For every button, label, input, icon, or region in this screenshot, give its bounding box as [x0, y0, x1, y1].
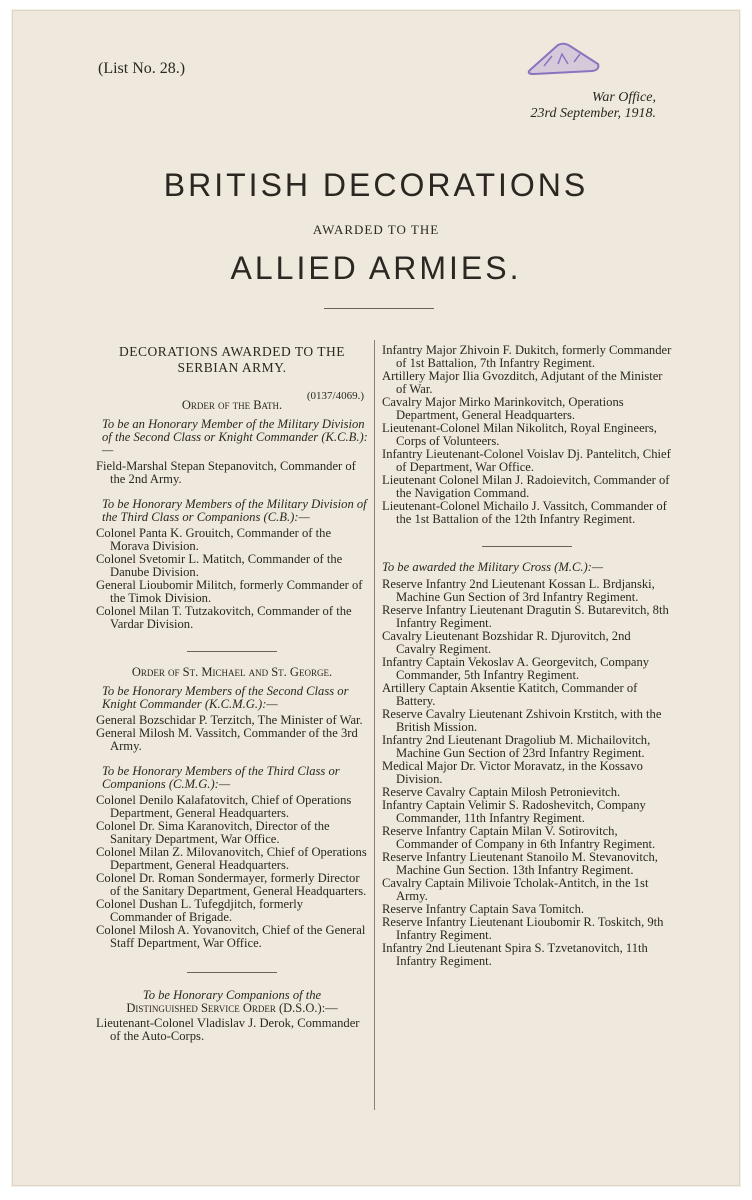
list-item: Infantry Captain Velimir S. Radoshevitch, Company Commander, 11th Infantry Regiment.: [382, 798, 646, 825]
section-rule: [187, 651, 277, 652]
list-item: Reserve Cavalry Captain Milosh Petronievitch.: [382, 785, 621, 799]
mc-intro: To be awarded the Military Cross (M.C.):—: [382, 560, 604, 574]
office-date: [456, 90, 656, 122]
list-item: Infantry 2nd Lieutenant Dragoliub M. Michailovitch, Machine Gun Section of 23rd Infantry Regiment.: [382, 733, 651, 760]
cmg-list: [96, 794, 368, 950]
kcmg-intro: To be Honorary Members of the Second Class or Knight Commander (K.C.M.G.):—: [102, 684, 349, 711]
list-item: Colonel Milan T. Tutzakovitch, Commander of the Vardar Division.: [96, 604, 352, 631]
list-item: Reserve Infantry Captain Sava Tomitch.: [382, 902, 585, 916]
list-item: Colonel Denilo Kalafatovitch, Chief of Operations Department, General Headquarters.: [96, 793, 352, 820]
cmg-intro: To be Honorary Members of the Third Class or Companions (C.M.G.):—: [102, 764, 340, 791]
kcmg-list: [96, 714, 368, 753]
list-item: Cavalry Captain Milivoie Tcholak-Antitch, in the 1st Army.: [382, 876, 649, 903]
list-item: Reserve Infantry Lieutenant Dragutin S. Butarevitch, 8th Infantry Regiment.: [382, 603, 669, 630]
list-item: General Milosh M. Vassitch, Commander of the 3rd Army.: [96, 726, 358, 753]
list-item: Cavalry Major Mirko Marinkovitch, Operations Department, General Headquarters.: [382, 395, 624, 422]
list-item: Colonel Panta K. Grouitch, Commander of the Morava Division.: [96, 526, 332, 553]
list-item: Colonel Milan Z. Milovanovitch, Chief of Operations Department, General Headquarters.: [96, 845, 367, 872]
column-divider: [374, 340, 375, 1110]
list-item: Reserve Infantry Lieutenant Lioubomir R. Toskitch, 9th Infantry Regiment.: [382, 915, 664, 942]
dso-title: Distinguished Service Order (D.S.O.):—: [126, 1001, 338, 1015]
list-item: Medical Major Dr. Victor Moravatz, in the Kossavo Division.: [382, 759, 643, 786]
list-item: Infantry 2nd Lieutenant Spira S. Tzvetanovitch, 11th Infantry Regiment.: [382, 941, 648, 968]
document-page: [12, 10, 740, 1186]
dso-list: [96, 1017, 368, 1043]
order-stmg-title: Order of St. Michael and St. George.: [131, 665, 333, 679]
dso-intro: To be Honorary Companions of the: [142, 988, 322, 1002]
kcb-list: [96, 460, 368, 486]
heading-line: DECORATIONS AWARDED TO THE: [118, 344, 346, 359]
list-item: Lieutenant Colonel Milan J. Radoievitch, Commander of the Navigation Command.: [382, 473, 670, 500]
title-line-1: BRITISH DECORATIONS: [163, 167, 589, 203]
list-item: Lieutenant-Colonel Milan Nikolitch, Royal Engineers, Corps of Volunteers.: [382, 421, 657, 448]
list-number: (List No. 28.): [98, 60, 186, 77]
right-column: [382, 344, 672, 968]
title-line-3: ALLIED ARMIES.: [230, 250, 522, 286]
heading-line: SERBIAN ARMY.: [177, 360, 287, 375]
list-item: Infantry Captain Vekoslav A. Georgevitch, Company Commander, 5th Infantry Regiment.: [382, 655, 650, 682]
list-item: Artillery Captain Aksentie Katitch, Commander of Battery.: [382, 681, 638, 708]
list-item: Lieutenant-Colonel Michailo J. Vassitch, Commander of the 1st Battalion of the 12th Infantry Regiment.: [382, 499, 667, 526]
section-heading: [96, 344, 368, 376]
list-item: Colonel Dr. Sima Karanovitch, Director of the Sanitary Department, War Office.: [96, 819, 330, 846]
mc-list: [382, 578, 672, 968]
left-column: [96, 344, 368, 1043]
order-bath-title: Order of the Bath.: [181, 398, 283, 412]
section-rule: [482, 546, 572, 547]
kcb-intro: To be an Honorary Member of the Military Division of the Second Class or Knight Commander (K.C.B.):—: [102, 417, 368, 457]
list-item: Field-Marshal Stepan Stepanovitch, Commander of the 2nd Army.: [96, 459, 356, 486]
list-item: General Bozschidar P. Terzitch, The Minister of War.: [96, 713, 363, 727]
list-item: General Lioubomir Militch, formerly Commander of the Timok Division.: [96, 578, 363, 605]
title-rule: [324, 308, 434, 309]
list-item: Infantry Major Zhivoin F. Dukitch, formerly Commander of 1st Battalion, 7th Infantry Regiment.: [382, 343, 672, 370]
section-rule: [187, 972, 277, 973]
list-item: Colonel Dr. Roman Sondermayer, formerly Director of the Sanitary Department, General Headquarters.: [96, 871, 367, 898]
reference-number: (0137/4069.): [306, 390, 364, 402]
list-item: Reserve Cavalry Lieutenant Zshivoin Krstitch, with the British Mission.: [382, 707, 662, 734]
list-item: Colonel Dushan L. Tufegdjitch, formerly Commander of Brigade.: [96, 897, 304, 924]
list-item: Colonel Milosh A. Yovanovitch, Chief of the General Staff Department, War Office.: [96, 923, 366, 950]
cb-intro: To be Honorary Members of the Military Division of the Third Class or Companions (C.B.):—: [102, 497, 367, 524]
cb-list: [96, 527, 368, 631]
list-item: Reserve Infantry 2nd Lieutenant Kossan L. Brdjanski, Machine Gun Section of 3rd Infantry Regiment.: [382, 577, 655, 604]
list-item: Cavalry Lieutenant Bozshidar R. Djurovitch, 2nd Cavalry Regiment.: [382, 629, 631, 656]
stamp-mark: [522, 40, 604, 76]
list-item: Infantry Lieutenant-Colonel Voislav Dj. Pantelitch, Chief of Department, War Office.: [382, 447, 671, 474]
title-line-2: AWARDED TO THE: [312, 222, 440, 237]
date-label: 23rd September, 1918.: [530, 106, 656, 121]
list-item: Colonel Svetomir L. Matitch, Commander of the Danube Division.: [96, 552, 343, 579]
office-label: War Office,: [591, 90, 656, 105]
dso-continued-list: [382, 344, 672, 526]
list-item: Reserve Infantry Lieutenant Stanoilo M. Stevanovitch, Machine Gun Section. 13th Infantry Regiment.: [382, 850, 658, 877]
list-item: Artillery Major Ilia Gvozditch, Adjutant of the Minister of War.: [382, 369, 663, 396]
list-item: Lieutenant-Colonel Vladislav J. Derok, Commander of the Auto-Corps.: [96, 1016, 360, 1043]
list-item: Reserve Infantry Captain Milan V. Sotirovitch, Commander of Company in 6th Infantry Regiment.: [382, 824, 656, 851]
